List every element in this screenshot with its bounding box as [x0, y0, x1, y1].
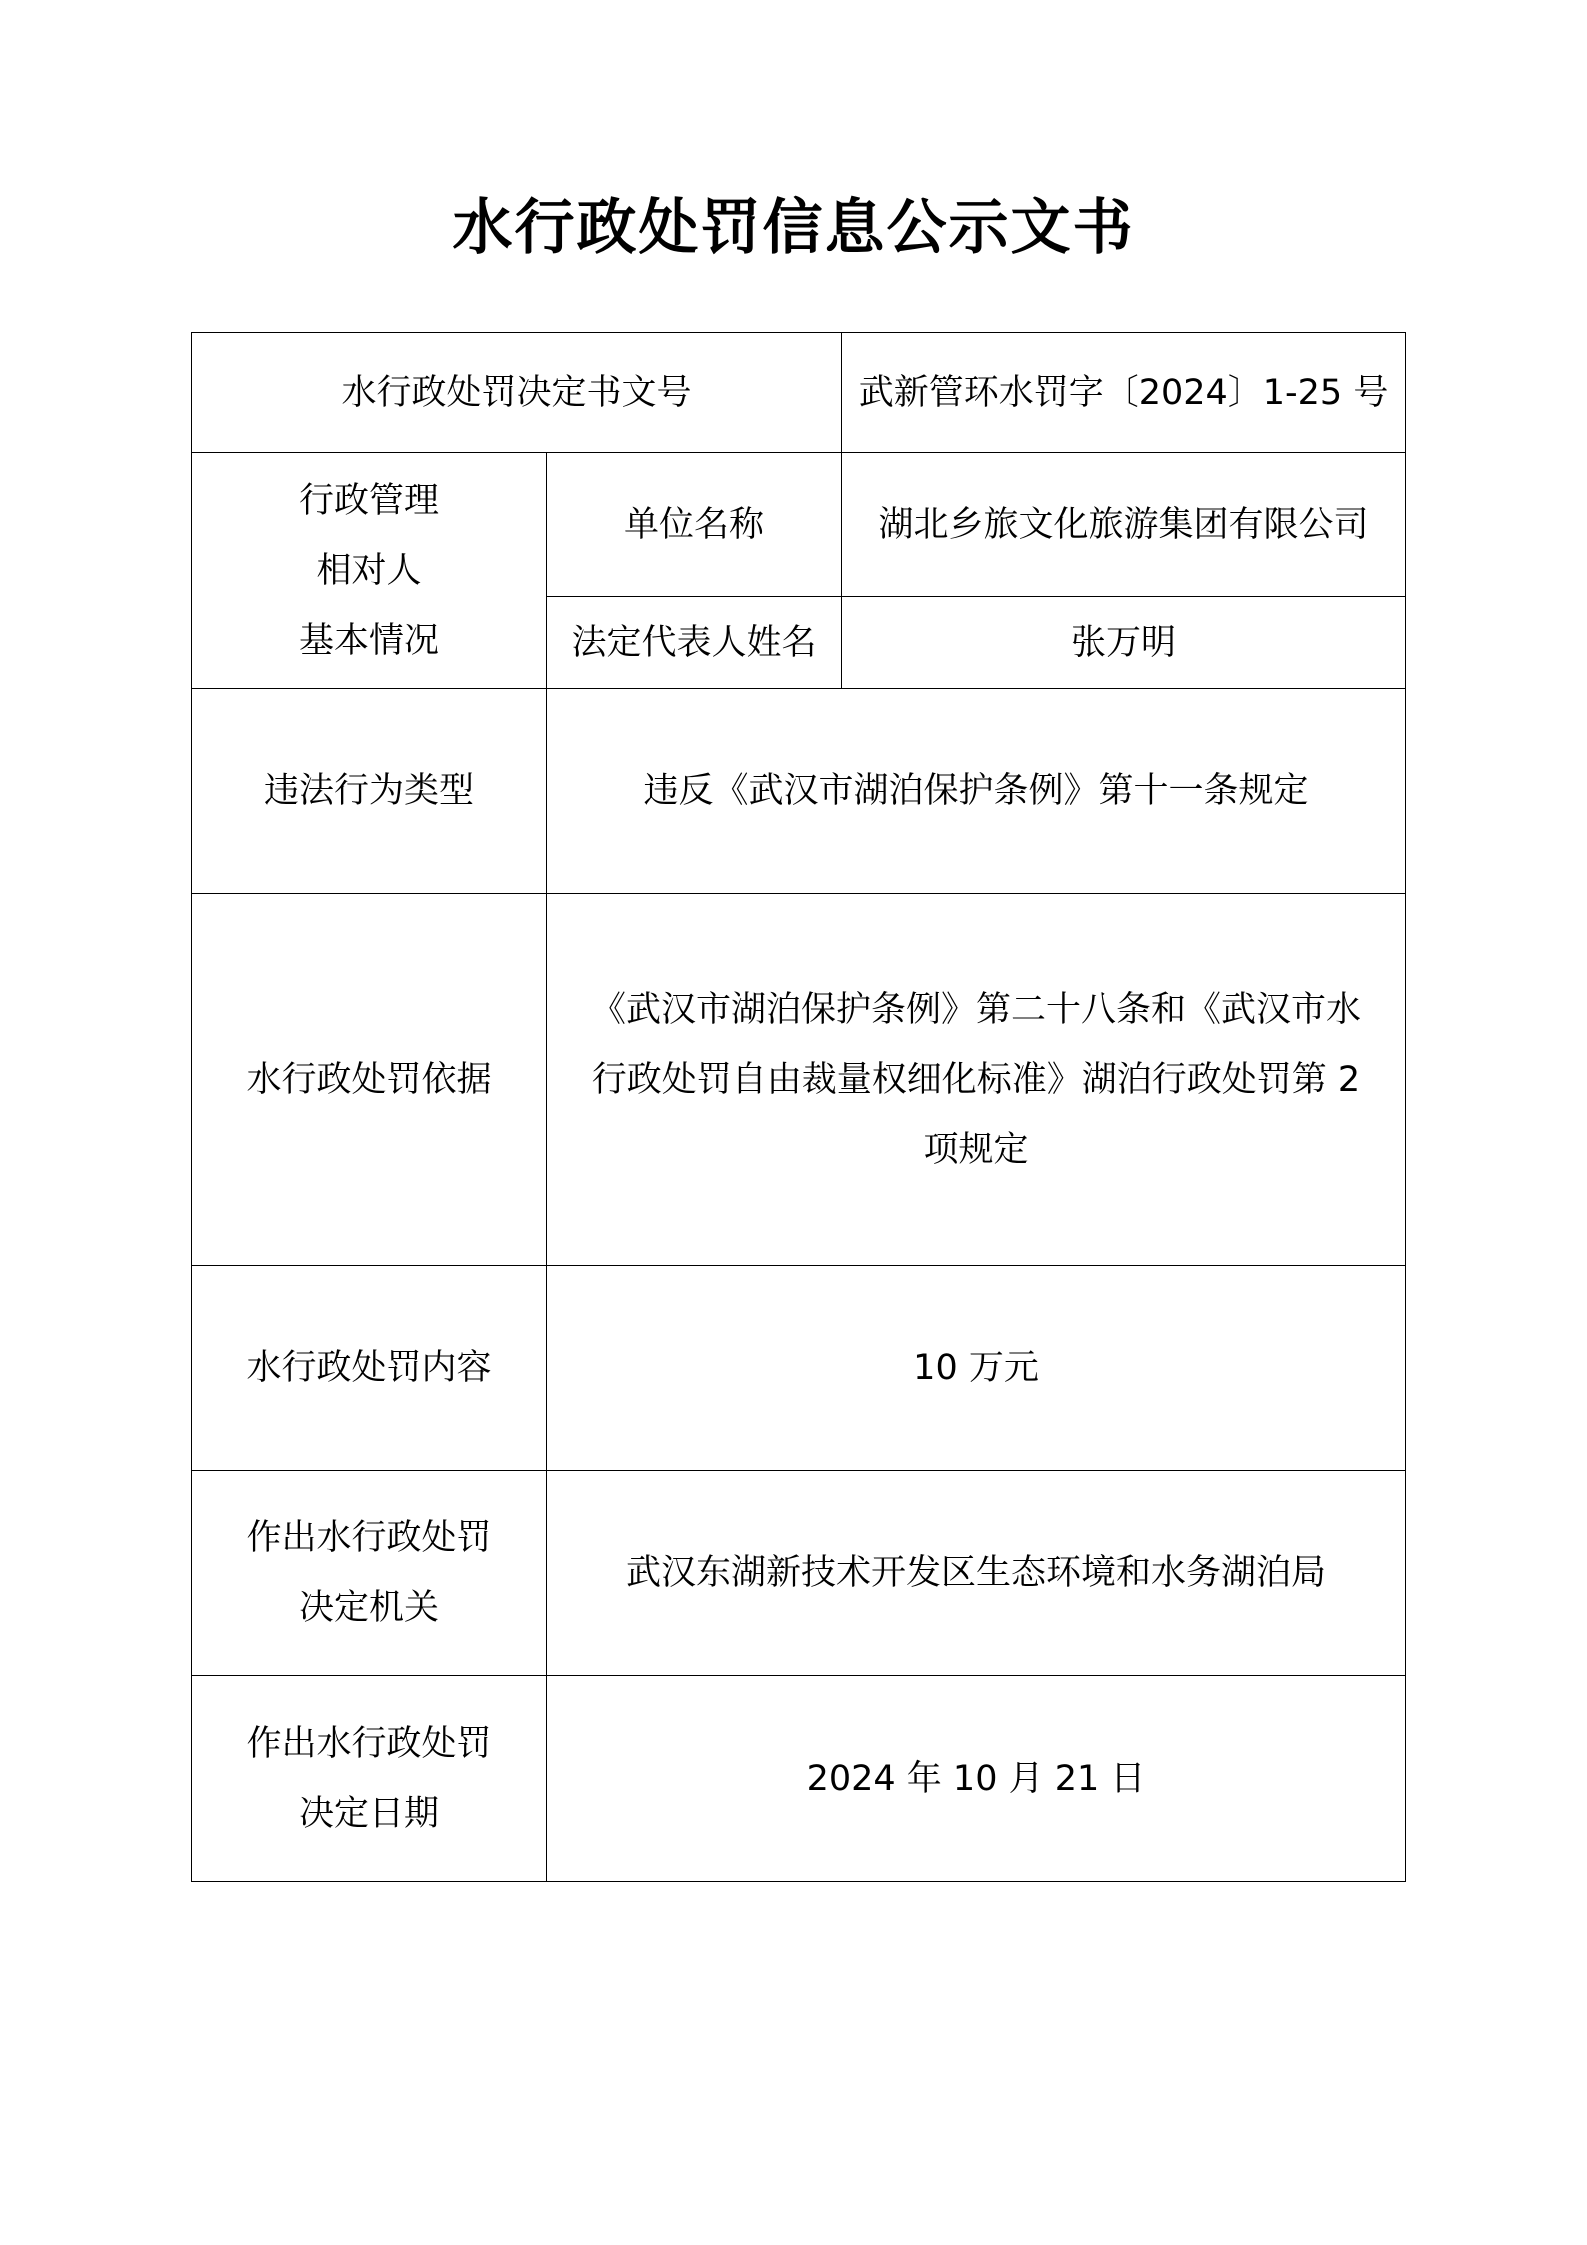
decision-date-label	[192, 1676, 547, 1882]
decision-date-label-line-2: 决定日期	[298, 1793, 439, 1834]
decision-date-label-line-1: 作出水行政处罚	[246, 1723, 492, 1764]
violation-type-label: 违法行为类型	[192, 689, 547, 894]
decision-date-value: 2024 年 10 月 21 日	[547, 1676, 1406, 1882]
document-title: 水行政处罚信息公示文书	[452, 193, 1135, 263]
table-row-decision-authority	[192, 1471, 1406, 1676]
unit-name-value: 湖北乡旅文化旅游集团有限公司	[842, 453, 1406, 597]
decision-authority-label-line-2: 决定机关	[298, 1588, 439, 1628]
table-row-unit-name	[192, 453, 1406, 597]
party-group-label-line-2: 相对人	[316, 550, 422, 591]
violation-type-value: 违反《武汉市湖泊保护条例》第十一条规定	[547, 689, 1406, 894]
table-row-violation-type	[192, 689, 1406, 894]
penalty-basis-line-2: 行政处罚自由裁量权细化标准》湖泊行政处罚第 2	[591, 1059, 1361, 1100]
decision-authority-value: 武汉东湖新技术开发区生态环境和水务湖泊局	[547, 1471, 1406, 1676]
party-group-label-line-3: 基本情况	[298, 620, 439, 661]
party-group-label	[192, 453, 547, 689]
decision-authority-label	[192, 1471, 547, 1676]
legal-rep-label: 法定代表人姓名	[547, 597, 842, 689]
decision-number-value: 武新管环水罚字〔2024〕1-25 号	[842, 333, 1406, 453]
decision-number-label: 水行政处罚决定书文号	[192, 333, 842, 453]
penalty-basis-line-3: 项规定	[923, 1129, 1029, 1170]
penalty-basis-line-1: 《武汉市湖泊保护条例》第二十八条和《武汉市水	[591, 989, 1362, 1030]
decision-authority-label-line-1: 作出水行政处罚	[246, 1518, 492, 1558]
penalty-content-value: 10 万元	[547, 1266, 1406, 1471]
unit-name-label: 单位名称	[547, 453, 842, 597]
legal-rep-value: 张万明	[842, 597, 1406, 689]
party-group-label-line-1: 行政管理	[298, 480, 439, 521]
table-row-penalty-basis	[192, 894, 1406, 1266]
penalty-content-label: 水行政处罚内容	[192, 1266, 547, 1471]
table-row-decision-date	[192, 1676, 1406, 1882]
penalty-basis-value	[547, 894, 1406, 1266]
penalty-info-table	[191, 332, 1406, 1882]
penalty-basis-label: 水行政处罚依据	[192, 894, 547, 1266]
table-row-penalty-content	[192, 1266, 1406, 1471]
table-row-decision-number	[192, 333, 1406, 453]
